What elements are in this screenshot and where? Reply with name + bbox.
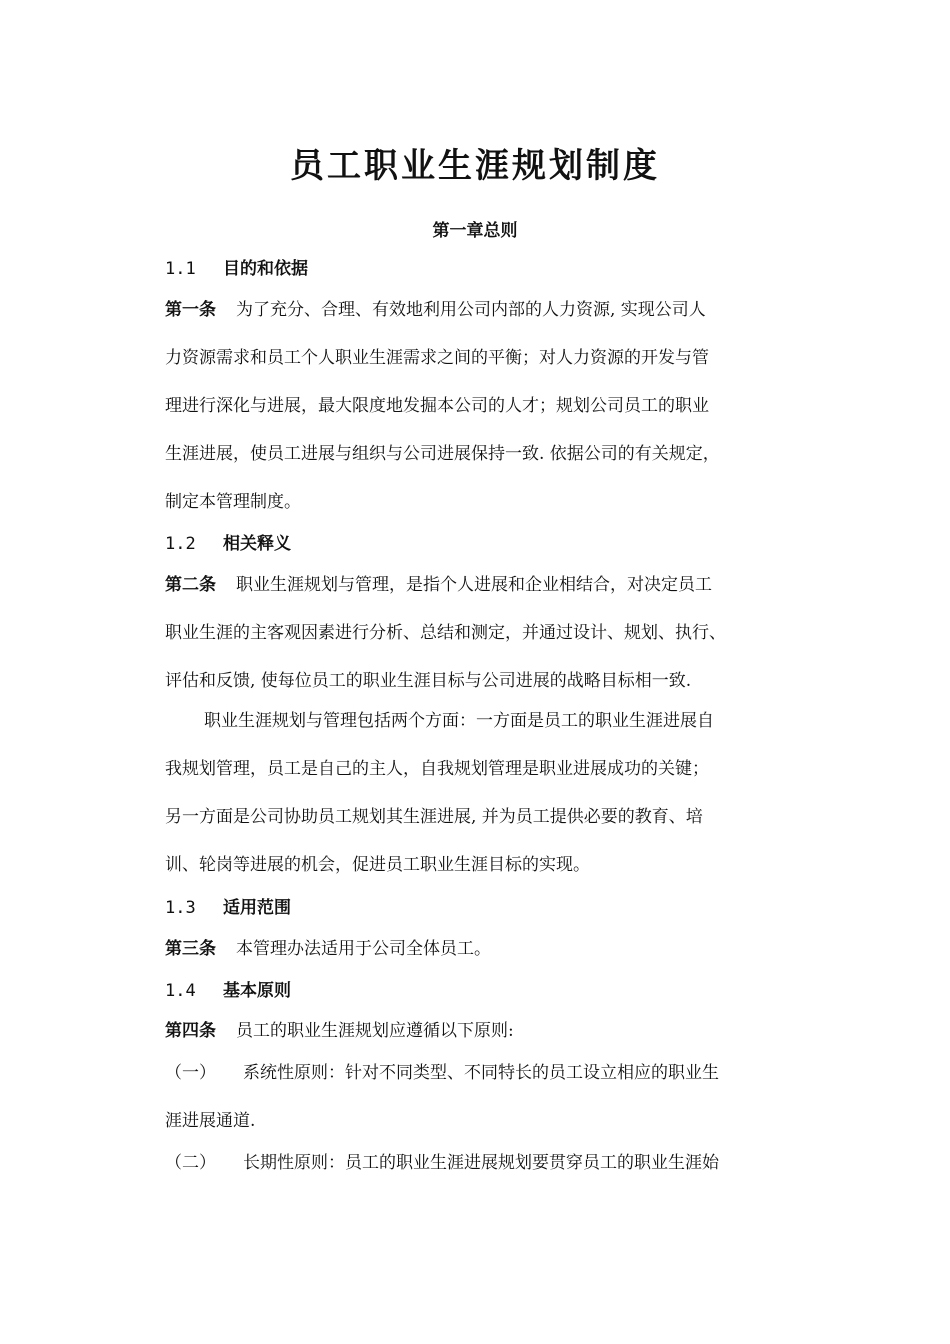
paragraph-line: 评估和反馈, 使每位员工的职业生涯目标与公司进展的战略目标相一致. xyxy=(165,671,692,691)
paragraph-line: 理进行深化与进展，最大限度地发掘本公司的人才；规划公司员工的职业 xyxy=(165,396,709,416)
article-label: 第一条 xyxy=(165,300,216,320)
list-item xyxy=(165,1152,719,1174)
section-number: 1.1 xyxy=(165,259,196,279)
section-title: 目的和依据 xyxy=(223,259,308,279)
paragraph-text: 员工的职业生涯规划应遵循以下原则: xyxy=(236,1021,514,1041)
paragraph-line: 生涯进展，使员工进展与组织与公司进展保持一致. 依据公司的有关规定， xyxy=(165,444,720,464)
paragraph-line xyxy=(165,938,491,960)
paragraph-line: 训、轮岗等进展的机会，促进员工职业生涯目标的实现。 xyxy=(165,855,590,875)
section-heading xyxy=(165,258,308,280)
paragraph-text: 为了充分、合理、有效地利用公司内部的人力资源, 实现公司人 xyxy=(236,300,706,320)
paragraph-line xyxy=(165,299,706,321)
document-title: 员工职业生涯规划制度 xyxy=(290,146,660,186)
paragraph-text: 职业生涯规划与管理，是指个人进展和企业相结合，对决定员工 xyxy=(236,575,712,595)
section-number: 1.4 xyxy=(165,981,196,1001)
list-item-number: （一） xyxy=(165,1063,216,1083)
section-heading xyxy=(165,897,291,919)
section-number: 1.2 xyxy=(165,534,196,554)
section-number: 1.3 xyxy=(165,898,196,918)
section-heading xyxy=(165,980,291,1002)
list-item xyxy=(165,1062,719,1084)
paragraph-line: 另一方面是公司协助员工规划其生涯进展, 并为员工提供必要的教育、培 xyxy=(165,807,703,827)
paragraph-text: 本管理办法适用于公司全体员工。 xyxy=(236,939,491,959)
section-title: 基本原则 xyxy=(223,981,291,1001)
paragraph-line: 力资源需求和员工个人职业生涯需求之间的平衡；对人力资源的开发与管 xyxy=(165,348,709,368)
article-label: 第二条 xyxy=(165,575,216,595)
section-title: 相关释义 xyxy=(223,534,291,554)
paragraph-line xyxy=(165,574,712,596)
list-item-text: 长期性原则：员工的职业生涯进展规划要贯穿员工的职业生涯始 xyxy=(243,1153,719,1173)
section-heading xyxy=(165,533,291,555)
chapter-heading: 第一章总则 xyxy=(432,221,518,241)
paragraph-line: 我规划管理，员工是自己的主人，自我规划管理是职业进展成功的关键； xyxy=(165,759,709,779)
article-label: 第四条 xyxy=(165,1021,216,1041)
paragraph-line: 职业生涯规划与管理包括两个方面：一方面是员工的职业生涯进展自 xyxy=(204,711,714,731)
section-title: 适用范围 xyxy=(223,898,291,918)
list-item-number: （二） xyxy=(165,1153,216,1173)
paragraph-line: 涯进展通道. xyxy=(165,1111,256,1131)
paragraph-line: 制定本管理制度。 xyxy=(165,492,301,512)
paragraph-line: 职业生涯的主客观因素进行分析、总结和测定，并通过设计、规划、执行、 xyxy=(165,623,726,643)
article-label: 第三条 xyxy=(165,939,216,959)
list-item-text: 系统性原则：针对不同类型、不同特长的员工设立相应的职业生 xyxy=(243,1063,719,1083)
paragraph-line xyxy=(165,1020,514,1042)
